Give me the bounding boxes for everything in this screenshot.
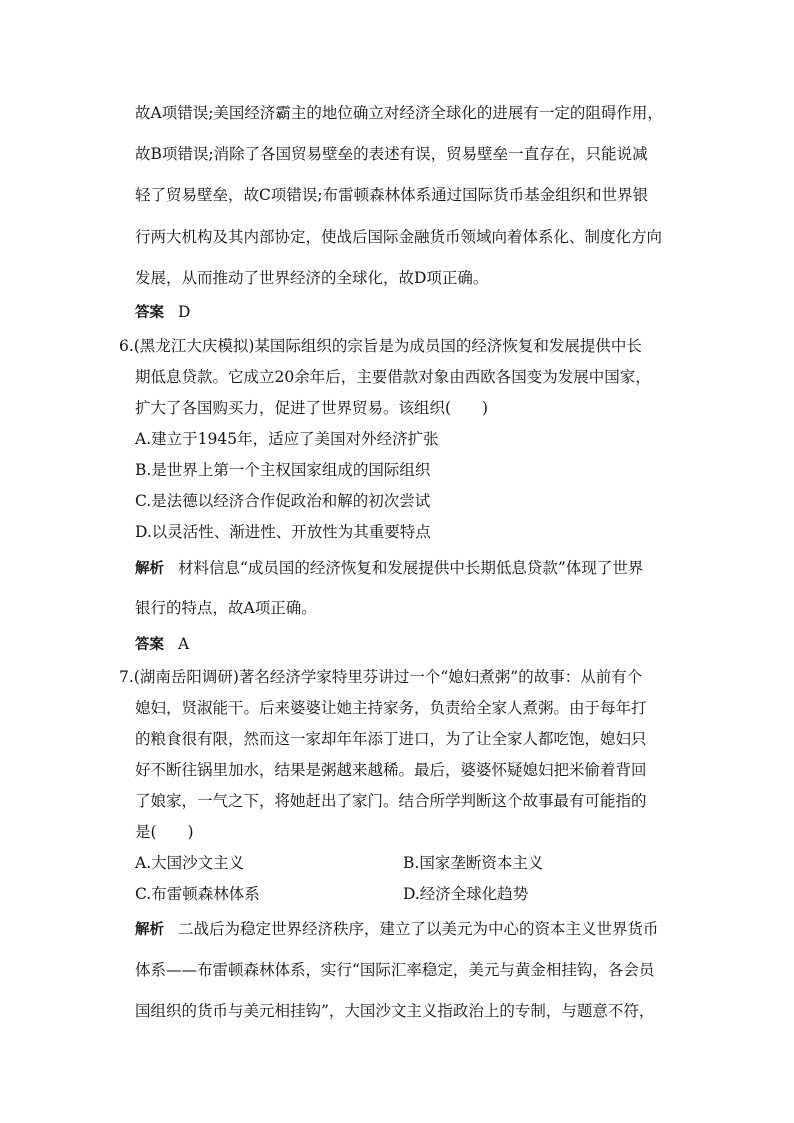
question-6-stem: 6.(黑龙江大庆模拟)某国际组织的宗旨是为成员国的经济恢复和发展提供中长 bbox=[119, 337, 642, 355]
question-6-option-b: B.是世界上第一个主权国家组成的国际组织 bbox=[135, 461, 431, 479]
question-6-option-a: A.建立于1945年，适应了美国对外经济扩张 bbox=[135, 430, 439, 448]
question-7-stem: 7.(湖南岳阳调研)著名经济学家特里芬讲过一个“媳妇煮粥”的故事：从前有个 bbox=[119, 668, 643, 686]
question-7-analysis: 国组织的货币与美元相挂钩”，大国沙文主义指政治上的专制，与题意不符， bbox=[135, 1002, 655, 1020]
question-7-stem: 媳妇，贤淑能干。后来婆婆让她主持家务，负责给全家人煮粥。由于每年打 bbox=[135, 699, 647, 717]
question-7-stem: 好不断往锅里加水，结果是粥越来越稀。最后，婆婆怀疑媳妇把米偷着背回 bbox=[135, 761, 647, 779]
answer-label: 答案 bbox=[135, 305, 164, 321]
question-6-stem: 扩大了各国购买力，促进了世界贸易。该组织( ) bbox=[135, 399, 489, 417]
question-7-option-b: B.国家垄断资本主义 bbox=[403, 854, 544, 872]
question-7-analysis: 体系——布雷顿森林体系，实行“国际汇率稳定，美元与黄金相挂钩，各会员 bbox=[135, 961, 655, 979]
question-6-stem: 期低息贷款。它成立20余年后，主要借款对象由西欧各国变为发展中国家， bbox=[135, 368, 651, 386]
analysis-line: 轻了贸易壁垒，故C项错误;布雷顿森林体系通过国际货币基金组织和世界银 bbox=[135, 186, 649, 204]
answer-value: A bbox=[178, 635, 190, 653]
analysis-line: 故B项错误;消除了各国贸易壁垒的表述有误，贸易壁垒一直存在，只能说减 bbox=[135, 145, 648, 163]
analysis-text: 材料信息“成员国的经济恢复和发展提供中长期低息贷款”体现了世界 bbox=[178, 559, 644, 577]
question-7-option-d: D.经济全球化趋势 bbox=[403, 885, 529, 903]
question-7-stem: 是( ) bbox=[135, 823, 194, 841]
question-7-stem: 了娘家，一气之下，将她赶出了家门。结合所学判断这个故事最有可能指的 bbox=[135, 792, 647, 810]
question-7-option-a: A.大国沙文主义 bbox=[135, 854, 245, 872]
question-7-analysis bbox=[135, 919, 659, 940]
analysis-line: 故A项错误;美国经济霸主的地位确立对经济全球化的进展有一定的阻碍作用， bbox=[135, 104, 663, 122]
answer-value: D bbox=[178, 303, 191, 321]
analysis-text: 二战后为稳定世界经济秩序，建立了以美元为中心的资本主义世界货币 bbox=[178, 920, 659, 938]
question-7-option-c: C.布雷顿森林体系 bbox=[135, 885, 260, 903]
analysis-label: 解析 bbox=[135, 561, 164, 577]
answer-line bbox=[135, 634, 189, 655]
answer-line bbox=[135, 302, 190, 323]
analysis-line: 行两大机构及其内部协定，使战后国际金融货币领域向着体系化、制度化方向 bbox=[135, 228, 663, 246]
answer-label: 答案 bbox=[135, 637, 164, 653]
question-6-analysis: 银行的特点，故A项正确。 bbox=[135, 599, 317, 617]
analysis-line: 发展，从而推动了世界经济的全球化，故D项正确。 bbox=[135, 269, 489, 287]
question-6-option-d: D.以灵活性、渐进性、开放性为其重要特点 bbox=[135, 523, 431, 541]
question-6-analysis bbox=[135, 558, 643, 579]
question-7-stem: 的粮食很有限，然而这一家却年年添丁进口，为了让全家人都吃饱，媳妇只 bbox=[135, 730, 647, 748]
analysis-label: 解析 bbox=[135, 922, 164, 938]
question-6-option-c: C.是法德以经济合作促政治和解的初次尝试 bbox=[135, 492, 431, 510]
